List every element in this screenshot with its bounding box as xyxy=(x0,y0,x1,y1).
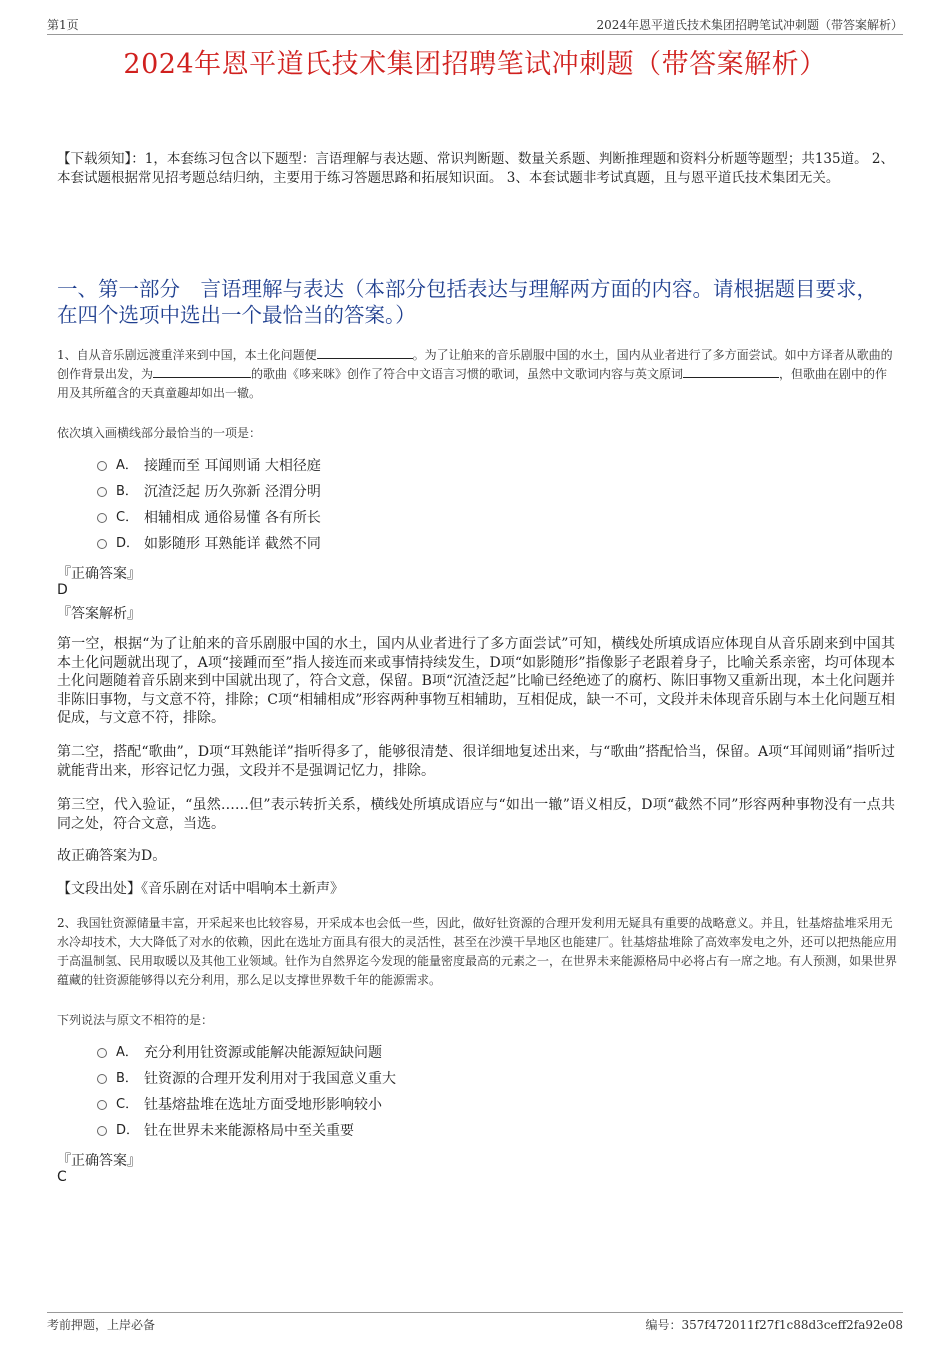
header-doc-title: 2024年恩平道氏技术集团招聘笔试冲刺题（带答案解析） xyxy=(596,18,903,32)
footer-serial: 编号：357f472011f27f1c88d3ceff2fa92e08 xyxy=(645,1318,903,1332)
page-footer xyxy=(47,1312,903,1332)
radio-icon[interactable] xyxy=(97,1048,107,1058)
question-1-prompt: 依次填入画横线部分最恰当的一项是： xyxy=(57,426,262,440)
q1-answer-label: 『正确答案』 xyxy=(57,566,141,582)
radio-icon[interactable] xyxy=(97,1126,107,1136)
analysis-paragraph: 第二空，搭配“歌曲”，D项“耳熟能详”指听得多了，能够很清楚、很详细地复述出来，与“歌曲”搭配恰当，保留。A项“耳闻则诵”指听过就能背出来，形容记忆力强，文段并不是强调记忆力，排除。 xyxy=(57,744,895,779)
radio-icon[interactable] xyxy=(97,487,107,497)
source-citation: 【文段出处】《音乐剧在对话中唱响本土新声》 xyxy=(57,881,344,897)
section-heading: 一、第一部分 言语理解与表达（本部分包括表达与理解两方面的内容。请根据题目要求，在四个选项中选出一个最恰当的答案。） xyxy=(57,277,877,327)
q1-answer: D xyxy=(57,582,68,598)
radio-icon[interactable] xyxy=(97,513,107,523)
fill-blank-1 xyxy=(317,346,413,359)
q2-option-b[interactable]: B． 钍资源的合理开发利用对于我国意义重大 xyxy=(97,1069,396,1089)
q1-option-b[interactable]: B． 沉渣泛起 历久弥新 泾渭分明 xyxy=(97,482,321,502)
radio-icon[interactable] xyxy=(97,1074,107,1084)
analysis-paragraph: 第一空，根据“为了让舶来的音乐剧服中国的水土，国内从业者进行了多方面尝试”可知，横线处所填成语应体现自从音乐剧来到中国其本土化问题就出现了，A项“接踵而至”指人接连而来或事情持续发生，D项“如影随形”指像影子老跟着身子，比喻关系亲密，均可体现本土化问题随着音乐剧来到中国就出现了，符合文意，保留。B项“沉渣泛起”比喻已经绝迹了的腐朽、陈旧事物又重新出现，本土化问题并非陈旧事物，与文意不符，排除；C项“相辅相成”形容两种事物互相辅助，互相促成，缺一不可，文段并未体现音乐剧与本土化问题互相促成，与文意不符，排除。 xyxy=(57,636,895,726)
q2-answer-label: 『正确答案』 xyxy=(57,1153,141,1169)
radio-icon[interactable] xyxy=(97,461,107,471)
q2-answer: C xyxy=(57,1169,67,1185)
radio-icon[interactable] xyxy=(97,539,107,549)
analysis-conclusion: 故正确答案为D。 xyxy=(57,848,167,864)
question-1-stem: 1、自从音乐剧远渡重洋来到中国，本土化问题便 。为了让舶来的音乐剧服中国的水土，国内从业者进行了多方面尝试。如中方译者从歌曲的创作背景出发，为 的歌曲《哆来咪》创作了符合中文语言习惯的歌词，虽然中文歌词内容与英文原词 ，但歌曲在剧中的作用及其所蕴含的天真童趣却如出一辙。 xyxy=(57,348,893,400)
download-notice: 【下载须知】：1，本套练习包含以下题型：言语理解与表达题、常识判断题、数量关系题、判断推理题和资料分析题等题型；共135道。 2、本套试题根据常见招考题总结归纳，主要用于练习答题思路和拓展知识面。 3、本套试题非考试真题，且与恩平道氏技术集团无关。 xyxy=(57,151,894,186)
analysis-paragraph: 第三空，代入验证，“虽然……但”表示转折关系，横线处所填成语应与“如出一辙”语义相反，D项“截然不同”形容两种事物没有一点共同之处，符合文意，当选。 xyxy=(57,797,895,832)
footer-slogan: 考前押题，上岸必备 xyxy=(47,1318,156,1332)
radio-icon[interactable] xyxy=(97,1100,107,1110)
q2-option-a[interactable]: A． 充分利用钍资源或能解决能源短缺问题 xyxy=(97,1043,382,1063)
fill-blank-2 xyxy=(153,365,251,378)
question-2-stem: 2、我国钍资源储量丰富，开采起来也比较容易，开采成本也会低一些，因此，做好钍资源的合理开发利用无疑具有重要的战略意义。并且，钍基熔盐堆采用无水冷却技术，大大降低了对水的依赖，因此在选址方面具有很大的灵活性，甚至在沙漠干旱地区也能建厂。钍基熔盐堆除了高效率发电之外，还可以把热能应用于高温制氢、民用取暖以及其他工业领域。钍作为自然界迄今发现的能量密度最高的元素之一，在世界未来能源格局中必将占有一席之地。有人预测，如果世界蕴藏的钍资源能够得以充分利用，那么足以支撑世界数千年的能源需求。 xyxy=(57,916,898,987)
fill-blank-3 xyxy=(683,365,779,378)
page-number: 第1页 xyxy=(47,18,79,32)
document-title: 2024年恩平道氏技术集团招聘笔试冲刺题（带答案解析） xyxy=(123,49,827,80)
page-header xyxy=(47,14,903,35)
q2-option-c[interactable]: C． 钍基熔盐堆在选址方面受地形影响较小 xyxy=(97,1095,382,1115)
q1-analysis-label: 『答案解析』 xyxy=(57,606,141,622)
q1-option-c[interactable]: C． 相辅相成 通俗易懂 各有所长 xyxy=(97,508,321,528)
q1-option-d[interactable]: D． 如影随形 耳熟能详 截然不同 xyxy=(97,534,321,554)
question-2-prompt: 下列说法与原文不相符的是： xyxy=(57,1013,214,1027)
q2-option-d[interactable]: D． 钍在世界未来能源格局中至关重要 xyxy=(97,1121,354,1141)
q1-option-a[interactable]: A． 接踵而至 耳闻则诵 大相径庭 xyxy=(97,456,321,476)
